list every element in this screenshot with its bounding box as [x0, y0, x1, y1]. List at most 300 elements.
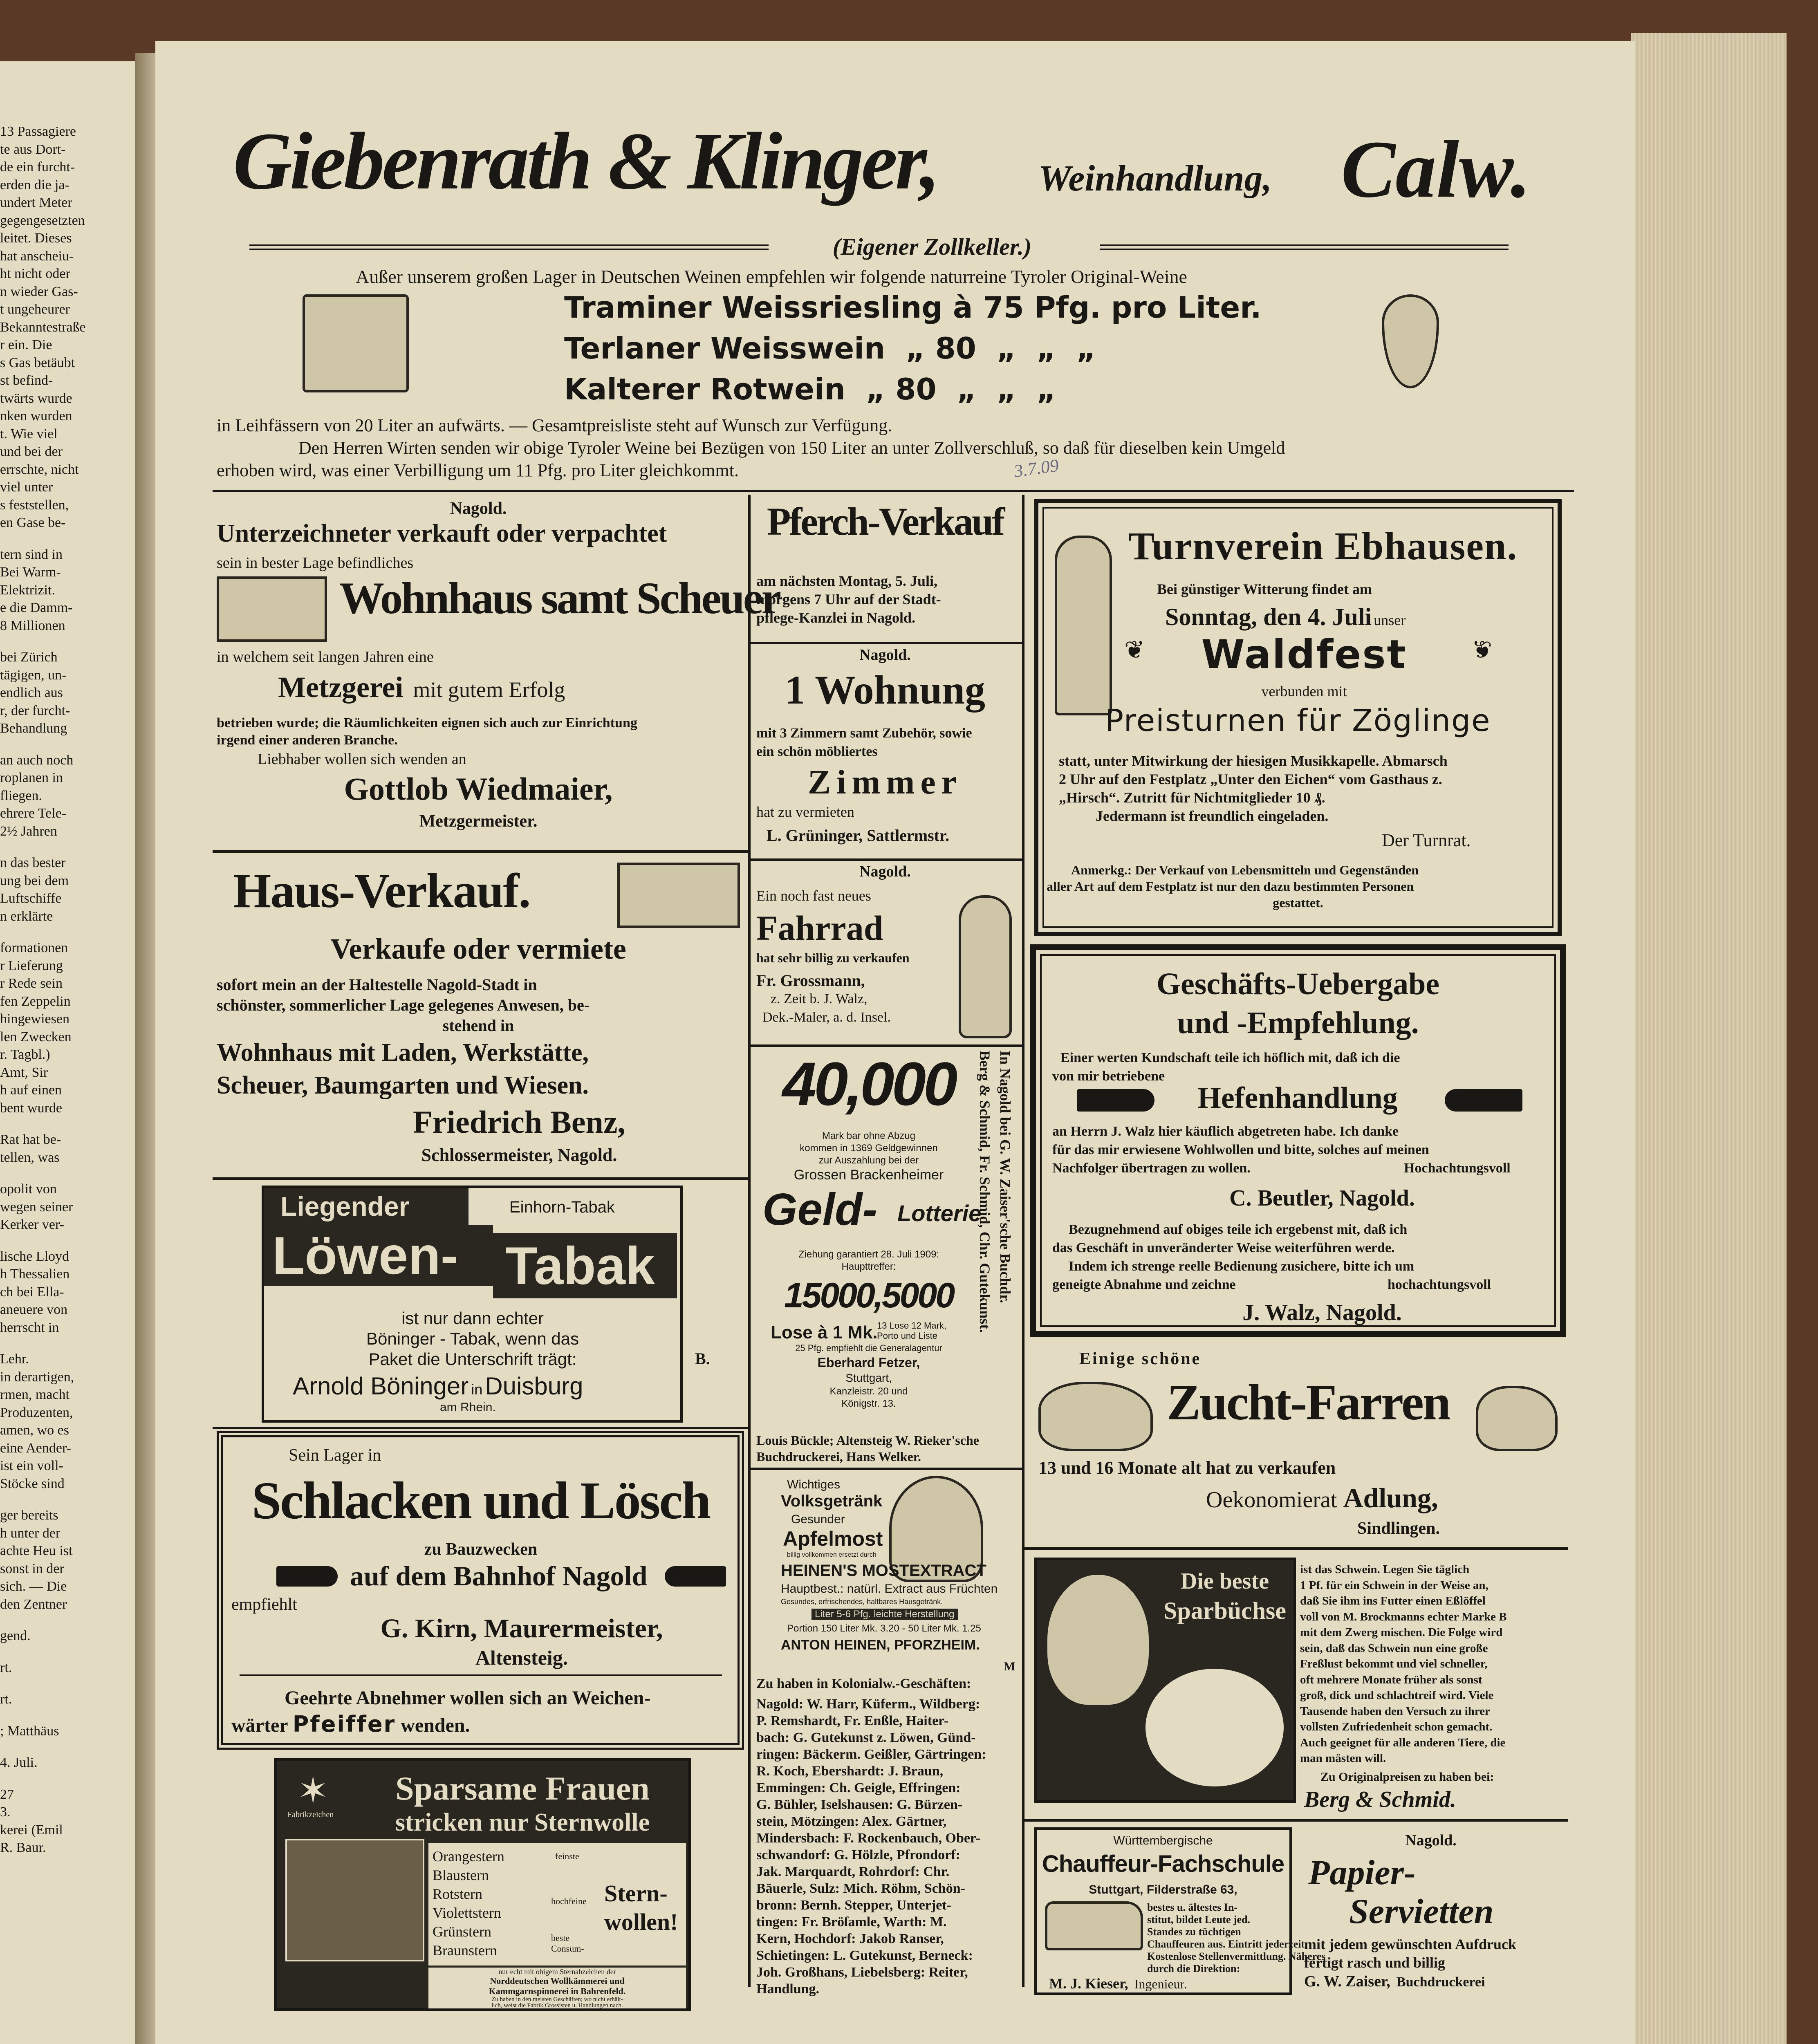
left-column-line — [0, 1645, 98, 1659]
left-column-line: 3. — [0, 1804, 11, 1820]
left-column-line: leitet. Dieses — [0, 231, 72, 246]
stockist-line: ringen: Bäckerm. Geißler, Gärtringen: — [756, 1747, 986, 1762]
wine-line-2: Terlaner Weisswein „ 80 „ „ „ — [564, 331, 1096, 365]
title-1: Die beste — [1180, 1569, 1269, 1594]
line-4: irgend einer anderen Branche. — [217, 733, 398, 748]
f4: Zu haben in den meisten Geschäften; wo nicht erhält- — [491, 1996, 623, 2003]
line-2: kommen in 1369 Geldgewinnen — [800, 1143, 938, 1154]
left-column-line: R. Baur. — [0, 1840, 46, 1855]
left-column-line: en Gase be- — [0, 515, 66, 530]
headline-2: stricken nur Sternwolle — [395, 1809, 650, 1836]
divider — [1024, 1819, 1568, 1822]
left-column-line: viel unter — [0, 480, 53, 495]
geld-label: Geld- — [762, 1184, 878, 1235]
left-column-line: 4. Juli. — [0, 1755, 38, 1770]
sig-city: Duisburg — [485, 1372, 583, 1400]
headline-2: Verkaufe oder vermiete — [330, 932, 626, 965]
line-3: an Herrn J. Walz hier käuflich abgetreten habe. Ich danke — [1052, 1124, 1399, 1139]
line-1: Einige schöne — [1079, 1349, 1202, 1368]
ad-lotterie — [754, 1049, 983, 1429]
name-3: Dek.-Maler, a. d. Insel. — [762, 1010, 891, 1025]
stockist-line: stein, Mötzingen: Alex. Gärtner, — [756, 1814, 947, 1829]
body-line: vollsten Zufriedenheit schon gemacht. — [1300, 1720, 1493, 1733]
w7: Hauptbest.: natürl. Extract aus Früchten — [781, 1582, 998, 1596]
headline-2: Wohnhaus samt Scheuer — [339, 573, 780, 623]
bull-illustration-right — [1476, 1386, 1558, 1451]
role: Ingenieur. — [1134, 1977, 1187, 1991]
line-3: pflege-Kanzlei in Nagold. — [756, 610, 915, 626]
left-column-line: h auf einen — [0, 1083, 62, 1098]
divider — [751, 1044, 1022, 1047]
line-1: sofort mein an der Haltestelle Nagold-Stadt in — [217, 975, 537, 994]
ornament-left: ❦ — [1124, 637, 1145, 663]
left-column-line — [0, 840, 98, 854]
divider — [213, 1177, 748, 1180]
qual-3: beste Consum- — [551, 1933, 584, 1954]
line-5: Ziehung garantiert 28. Juli 1909: — [798, 1249, 939, 1260]
star-item: Orangestern — [433, 1848, 504, 1865]
ad-mark-b: B. — [695, 1349, 710, 1368]
left-column-line: fliegen. — [0, 788, 42, 803]
left-column-line: Kerker ver- — [0, 1217, 64, 1232]
headline-1: Schlacken und Lösch — [251, 1471, 710, 1530]
left-column-line: s Gas betäubt — [0, 355, 75, 370]
lose: Lose à 1 Mk. — [771, 1322, 878, 1342]
header-ad — [213, 114, 1570, 495]
name: Gottlob Wiedmaier, — [344, 771, 613, 807]
line-4: Geehrte Abnehmer wollen sich an Weichen- — [285, 1687, 651, 1709]
left-column-line: sonst in der — [0, 1561, 64, 1576]
body-line: Kostenlose Stellenvermittlung. Näheres — [1147, 1950, 1326, 1962]
rule-right — [1100, 244, 1509, 250]
w6: HEINEN'S MOSTEXTRACT — [781, 1562, 986, 1580]
left-column-line — [0, 1740, 98, 1754]
headline-3: Hefenhandlung — [1197, 1081, 1398, 1115]
w10: Portion 150 Liter Mk. 3.20 - 50 Liter Mk. 1.25 — [787, 1623, 981, 1634]
loewen-label: Löwen- — [264, 1225, 493, 1286]
w4: Apfelmost — [783, 1527, 883, 1550]
sig-rhein: am Rhein. — [440, 1401, 496, 1414]
left-column-line: ht nicht oder — [0, 266, 70, 281]
line-9: geneigte Abnahme und zeichne — [1052, 1277, 1236, 1292]
name: G. W. Zaiser, — [1304, 1973, 1390, 1990]
lotterie-bottom-2: Buchdruckerei, Hans Welker. — [756, 1449, 921, 1464]
line-1: Sein Lager in — [289, 1446, 381, 1465]
list-panel — [428, 1843, 686, 1966]
brand-1: Stern- — [604, 1880, 668, 1907]
header-bottom-rule — [213, 490, 1574, 492]
spinning-women-illustration — [285, 1839, 424, 1961]
f3: Kammgarnspinnerei in Bahrenfeld. — [489, 1986, 626, 1996]
line-2: schönster, sommerlicher Lage gelegenes Anwesen, be- — [217, 996, 590, 1014]
left-column-line — [0, 1166, 98, 1180]
book-page-edges — [1631, 33, 1787, 2044]
left-column-line: Stöcke sind — [0, 1476, 65, 1491]
line-3: betrieben wurde; die Räumlichkeiten eignen sich auch zur Einrichtung — [217, 715, 637, 731]
left-column-line: rt. — [0, 1692, 12, 1707]
pointing-hand-icon — [276, 1566, 338, 1587]
ad-wohnung — [754, 646, 1016, 858]
left-column-line — [0, 1676, 98, 1690]
left-column-line: r Rede sein — [0, 976, 63, 991]
line-1: Mark bar ohne Abzug — [822, 1130, 916, 1141]
bull-illustration-left — [1038, 1382, 1153, 1451]
left-column-line: rt. — [0, 1660, 12, 1675]
stockist-line: Schietingen: L. Gutekunst, Berneck: — [756, 1948, 973, 1963]
man-face — [1045, 1572, 1151, 1707]
left-column-line: und bei der — [0, 444, 63, 459]
town: Altensteig. — [475, 1646, 568, 1669]
place: Nagold. — [859, 646, 911, 663]
left-column-line: 2½ Jahren — [0, 823, 57, 839]
signature-line — [293, 1372, 583, 1400]
ad-geschaeft — [1030, 944, 1566, 1337]
line-2: zu Bauzwecken — [424, 1540, 538, 1559]
ad-pferch — [754, 499, 1016, 642]
body-line: bestes u. ältestes In- — [1147, 1901, 1237, 1913]
name: Friedrich Benz, — [413, 1104, 625, 1140]
line-2: ein schön möbliertes — [756, 744, 878, 759]
body-line: Standes zu tüchtigen — [1147, 1926, 1241, 1938]
star-item: Blaustern — [433, 1867, 489, 1883]
column-divider-1 — [748, 495, 751, 1987]
left-column-line — [0, 532, 98, 546]
divider — [751, 858, 1022, 861]
line-2: Böninger - Tabak, wenn das — [366, 1329, 579, 1348]
place: Nagold. — [450, 499, 507, 518]
line-3: empfiehlt — [231, 1595, 297, 1614]
line-9: 25 Pfg. empfiehlt die Generalagentur — [795, 1343, 942, 1353]
left-column-line: h Thessalien — [0, 1266, 70, 1282]
stockist-line: Emmingen: Ch. Geigle, Effringen: — [756, 1780, 961, 1795]
shop: Berg & Schmid. — [1304, 1787, 1456, 1812]
body-line: groß, dick und schlachtreif wird. Viele — [1300, 1689, 1494, 1702]
left-column-line: aneuere von — [0, 1302, 68, 1317]
role: Metzgermeister. — [419, 812, 538, 831]
left-column-line: opolit von — [0, 1181, 57, 1197]
left-column-line: eine Aender- — [0, 1440, 71, 1456]
headline: Pferch-Verkauf — [767, 500, 1004, 543]
line-1: am nächsten Montag, 5. Juli, — [756, 573, 938, 589]
left-column-line: formationen — [0, 940, 68, 955]
left-column-line: lische Lloyd — [0, 1248, 69, 1264]
body-line: sein, daß das Schwein nun eine große — [1300, 1641, 1488, 1655]
left-column-line — [0, 737, 98, 751]
lotterie-label: Lotterie — [897, 1200, 982, 1226]
line-2: fertigt rasch und billig — [1304, 1954, 1446, 1971]
line-7: 13 Lose 12 Mark, — [877, 1320, 946, 1331]
left-column-line: s feststellen, — [0, 497, 69, 513]
line-5b: Hochachtungsvoll — [1404, 1161, 1511, 1176]
line-1: Einer werten Kundschaft teile ich höflich mit, daß ich die — [1060, 1050, 1400, 1065]
left-column-line: t ungeheurer — [0, 302, 70, 317]
body-line: daß Sie ihm ins Futter einen Eßlöffel — [1300, 1594, 1486, 1607]
line-1: Bei günstiger Witterung findet am — [1157, 581, 1372, 597]
left-column-line: ist ein voll- — [0, 1458, 63, 1473]
divider — [213, 850, 748, 853]
left-column-line: ung bei dem — [0, 873, 69, 888]
headline-3: Waldfest — [1201, 632, 1407, 677]
left-column-line: h unter der — [0, 1525, 61, 1541]
stockists-list — [756, 1696, 1018, 1997]
w1: Wichtiges — [787, 1478, 841, 1491]
left-column-line: hingewiesen — [0, 1011, 69, 1026]
sig-name: Arnold Böninger — [293, 1372, 469, 1400]
body-line: stitut, bildet Leute jed. — [1147, 1914, 1251, 1925]
einhorn-label: Einhorn-Tabak — [509, 1198, 615, 1216]
signature-1: C. Beutler, Nagold. — [1229, 1186, 1415, 1211]
left-column-line: sich. — Die — [0, 1579, 67, 1594]
header-text-1: in Leihfässern von 20 Liter an aufwärts. — Gesamtpreisliste steht auf Wunsch zur Verfügung. — [217, 415, 892, 435]
city: Stuttgart, — [845, 1372, 892, 1384]
farmhouse-illustration — [217, 576, 327, 642]
sig-in: in — [471, 1381, 483, 1398]
left-column-line — [0, 1613, 98, 1627]
sonntag: Sonntag, den 4. Juli — [1165, 603, 1372, 630]
headline: Chauffeur-Fachschule — [1042, 1851, 1284, 1877]
line-4: 2 Uhr auf den Festplatz „Unter den Eichen“ vom Gasthaus z. — [1059, 771, 1442, 787]
left-column-line: bent wurde — [0, 1100, 63, 1116]
body-text — [1300, 1562, 1562, 1766]
body-line: Chauffeuren aus. Eintritt jederzeit. — [1147, 1938, 1307, 1950]
name: G. Kirn, Maurermeister, — [380, 1614, 663, 1643]
line-8: Porto und Liste — [877, 1331, 937, 1341]
left-column-line: Amt, Sir — [0, 1065, 48, 1080]
left-column-line: an auch noch — [0, 752, 74, 768]
stockist-line: tingen: Fr. Bröſamle, Warth: M. — [756, 1914, 947, 1930]
line-9b: hochachtungsvoll — [1388, 1277, 1491, 1292]
line-1: Württembergische — [1113, 1834, 1213, 1847]
l5b: Pfeiffer — [292, 1711, 396, 1737]
headline-1: Unterzeichneter verkauft oder verpachtet — [217, 520, 667, 547]
role: Schlossermeister, Nagold. — [421, 1145, 617, 1165]
wine-barrel-illustration — [303, 294, 409, 392]
f1: nur echt mit obigem Sternabzeichen der — [498, 1968, 616, 1976]
left-column-line: ger bereits — [0, 1508, 58, 1523]
star-icon: ✶ — [298, 1771, 329, 1811]
intro-text: Außer unserem großen Lager in Deutschen Weinen empfehlen wir folgende naturreine Tyroler Original-Weine — [356, 266, 1187, 287]
left-column-line: 8 Millionen — [0, 618, 65, 633]
headline-4: Preisturnen für Zöglinge — [1105, 703, 1491, 738]
left-column-line: ; Matthäus — [0, 1723, 59, 1739]
place: Nagold. — [1405, 1832, 1457, 1849]
place: Nagold. — [859, 863, 911, 880]
town-name: Calw. — [1341, 124, 1531, 215]
stockist-line: Joh. Großhans, Liebelsberg: Reiter, — [756, 1965, 968, 1980]
left-column-line: n erklärte — [0, 908, 53, 924]
pig-body — [1143, 1666, 1286, 1789]
prize: 15000,5000 — [784, 1276, 954, 1315]
l5c: wenden. — [401, 1715, 470, 1736]
headline-1: Sparsame Frauen — [395, 1770, 650, 1807]
left-column-line: Rat hat be- — [0, 1132, 61, 1147]
line-5 — [231, 1711, 470, 1737]
left-column-line: ehrere Tele- — [0, 806, 67, 821]
line-2: hat sehr billig zu verkaufen — [756, 950, 910, 965]
unser: unser — [1374, 612, 1406, 628]
ad-apfelmost — [754, 1472, 1020, 1995]
line-1: mit 3 Zimmern samt Zubehör, sowie — [756, 726, 972, 741]
headline-1: Haus-Verkauf. — [233, 863, 530, 918]
left-column-line: Behandlung — [0, 721, 67, 736]
left-column-line: r, der furcht- — [0, 703, 70, 718]
left-column-line: e die Damm- — [0, 600, 73, 615]
adlung: Adlung, — [1343, 1482, 1438, 1513]
left-column-line: r. Tagbl.) — [0, 1047, 50, 1062]
line-3 — [1206, 1482, 1438, 1514]
left-column-line: tägigen, un- — [0, 667, 67, 683]
left-column-line: ch bei Ella- — [0, 1284, 64, 1300]
body-line: Auch geeignet für alle anderen Tiere, die — [1300, 1736, 1506, 1749]
footer-panel — [428, 1968, 686, 2008]
body-line: Tausende haben den Versuch zu ihrer — [1300, 1704, 1490, 1718]
stockist-line: G. Bühler, Iselshausen: G. Bürzen- — [756, 1797, 963, 1812]
ad-schlacken — [217, 1431, 744, 1750]
column-divider-2 — [1022, 495, 1024, 1987]
body-line: 1 Pf. für ein Schwein in der Weise an, — [1300, 1578, 1488, 1592]
w2: Volksgetränk — [781, 1492, 883, 1510]
rule-left — [249, 244, 769, 250]
stockist-line: schwandorf: G. Hölzle, Pfrondorf: — [756, 1847, 960, 1862]
stockist-line: Bäuerle, Sulz: Mich. Röhm, Schön- — [756, 1881, 965, 1896]
name-2: Buchdruckerei — [1396, 1975, 1485, 1990]
pointing-hand-icon — [1077, 1089, 1154, 1112]
cyclist-illustration — [959, 895, 1012, 1038]
line-6: Bezugnehmend auf obiges teile ich ergebenst mit, daß ich — [1069, 1222, 1408, 1237]
headline-1: Geschäfts-Uebergabe — [1156, 967, 1440, 1001]
left-column-line: Bekanntestraße — [0, 319, 86, 335]
m-mark: M — [1004, 1660, 1015, 1673]
line-5: „Hirsch“. Zutritt für Nichtmitglieder 10 ₰. — [1059, 789, 1325, 806]
pig-illustration — [1034, 1558, 1296, 1803]
ad-farren — [1034, 1349, 1562, 1545]
left-column-line: rmen, macht — [0, 1387, 69, 1402]
stockist-line: bach: G. Gutekunst z. Löwen, Günd- — [756, 1730, 976, 1745]
ad-turnverein — [1034, 499, 1562, 936]
left-column-line: nken wurden — [0, 408, 72, 424]
line-3: zur Auszahlung bei der — [818, 1155, 919, 1166]
qual-2: hochfeine — [551, 1896, 587, 1906]
ad-haus-verkauf — [213, 854, 744, 1177]
left-column-line: 13 Passagiere — [0, 124, 76, 139]
line-2: verbunden mit — [1261, 683, 1347, 699]
body-line: Freßlust bekommt und viel schneller, — [1300, 1657, 1488, 1670]
left-column-text — [0, 123, 98, 1880]
left-column-line: in derartigen, — [0, 1369, 74, 1385]
ad-papier — [1300, 1827, 1570, 1995]
divider — [751, 1468, 1022, 1470]
stockist-line: Jak. Marquardt, Rohrdorf: Chr. — [756, 1864, 950, 1879]
left-column-line: wegen seiner — [0, 1199, 73, 1215]
left-column-line: bei Zürich — [0, 650, 58, 665]
f2: Norddeutschen Wollkämmerei und — [490, 1976, 625, 1986]
headline-2: Servietten — [1349, 1892, 1494, 1931]
ornament-right: ❦ — [1472, 637, 1493, 663]
divider — [213, 1427, 748, 1429]
stockist-line: Kern, Hochdorf: Jakob Ranser, — [756, 1931, 944, 1946]
signature-2: J. Walz, Nagold. — [1242, 1300, 1402, 1325]
trade-name: Weinhandlung, — [1038, 158, 1272, 199]
stockist-line: bronn: Bernh. Stepper, Unterjet- — [756, 1898, 951, 1913]
body-line: durch die Direktion: — [1147, 1963, 1240, 1975]
left-column-line: endlich aus — [0, 685, 63, 700]
name-line — [1049, 1975, 1187, 1992]
wine-line-3: Kalterer Rotwein „ 80 „ „ „ — [564, 372, 1056, 406]
left-column-line — [0, 1493, 98, 1506]
inner-rule — [240, 1674, 722, 1676]
ad-sparbuechse — [1034, 1553, 1562, 1815]
note-1: Anmerkg.: Der Verkauf von Lebensmitteln und Gegenständen — [1071, 863, 1419, 877]
left-column-line: tellen, was — [0, 1150, 60, 1165]
wine-line-1: Traminer Weissriesling à 75 Pfg. pro Liter. — [564, 290, 1262, 325]
w11: ANTON HEINEN, PFORZHEIM. — [781, 1637, 980, 1653]
line-7: das Geschäft in unveränderter Weise weiterführen werde. — [1052, 1240, 1395, 1255]
pointing-hand-icon — [665, 1566, 726, 1587]
star-item: Rotstern — [433, 1886, 482, 1902]
left-column-line: st befind- — [0, 373, 53, 388]
line-2: in welchem seit langen Jahren eine — [217, 648, 434, 666]
oekonomierat: Oekonomierat — [1206, 1487, 1337, 1513]
left-column-line: errschte, nicht — [0, 462, 79, 477]
w8: Gesundes, erfrischendes, haltbares Hausgetränk. — [781, 1598, 943, 1606]
left-column-line — [0, 925, 98, 939]
lotterie-side-1: In Nagold bei G. W. Zaiser'sche Buchdr. — [997, 1051, 1013, 1303]
left-column-line: fen Zeppelin — [0, 993, 71, 1009]
line-2: Stuttgart, Filderstraße 63, — [1089, 1883, 1237, 1896]
note-2: aller Art auf dem Festplatz ist nur den dazu bestimmten Personen — [1047, 879, 1414, 894]
left-column-line: gegengesetzten — [0, 213, 85, 228]
body-line: man mästen will. — [1300, 1752, 1386, 1765]
left-column-line — [0, 1117, 98, 1131]
star-items — [433, 1847, 547, 1960]
left-column-line: r ein. Die — [0, 337, 52, 352]
line-1: sein in bester Lage befindliches — [217, 554, 414, 572]
sub-title: (Eigener Zollkeller.) — [832, 233, 1032, 260]
left-column-line — [0, 1708, 98, 1722]
left-column-line: achte Heu ist — [0, 1543, 73, 1558]
left-column-line: n das bester — [0, 855, 66, 870]
addr-1: Kanzleistr. 20 und — [829, 1386, 908, 1397]
line-2: 13 und 16 Monate alt hat zu verkaufen — [1038, 1458, 1336, 1478]
body-line: ist das Schwein. Legen Sie täglich — [1300, 1563, 1470, 1576]
left-column-line: roplanen in — [0, 770, 63, 785]
f5: lich, weist die Fabrik Grossisten u. Handlungen nach. — [491, 2002, 623, 2009]
body-line: voll von M. Brockmanns echter Marke B — [1300, 1610, 1507, 1623]
left-column-line — [0, 1234, 98, 1248]
big-number: 40,000 — [782, 1049, 955, 1118]
flag-bearer-illustration — [1055, 536, 1112, 715]
left-column-line: kerei (Emil — [0, 1822, 63, 1838]
header-text-2: Den Herren Wirten senden wir obige Tyroler Weine bei Bezügen von 150 Liter an unter Zollverschluß, so daß für dieselben kein Umgeld — [298, 438, 1285, 458]
left-column-line: Lehr. — [0, 1351, 29, 1367]
name-1: Fr. Grossmann, — [756, 971, 865, 990]
line-4: Sindlingen. — [1357, 1519, 1440, 1538]
header-text-3: erhoben wird, was einer Verbilligung um 11 Pfg. pro Liter gleichkommt. — [217, 460, 739, 480]
left-column-line: Produzenten, — [0, 1405, 73, 1420]
left-column-line: twärts wurde — [0, 390, 72, 406]
line-3: hat zu vermieten — [756, 804, 854, 820]
mit-erfolg: mit gutem Erfolg — [413, 677, 565, 702]
liegender-label: Liegender — [264, 1188, 469, 1225]
left-column-line: den Zentner — [0, 1596, 67, 1612]
house-illustration — [617, 863, 740, 928]
divider — [751, 642, 1022, 644]
left-column-line: erden die ja- — [0, 177, 69, 193]
line-3: Paket die Unterschrift trägt: — [368, 1349, 577, 1369]
addr-2: Königstr. 13. — [841, 1398, 896, 1409]
name-line — [1304, 1972, 1485, 1990]
headline-2: auf dem Bahnhof Nagold — [350, 1560, 648, 1591]
